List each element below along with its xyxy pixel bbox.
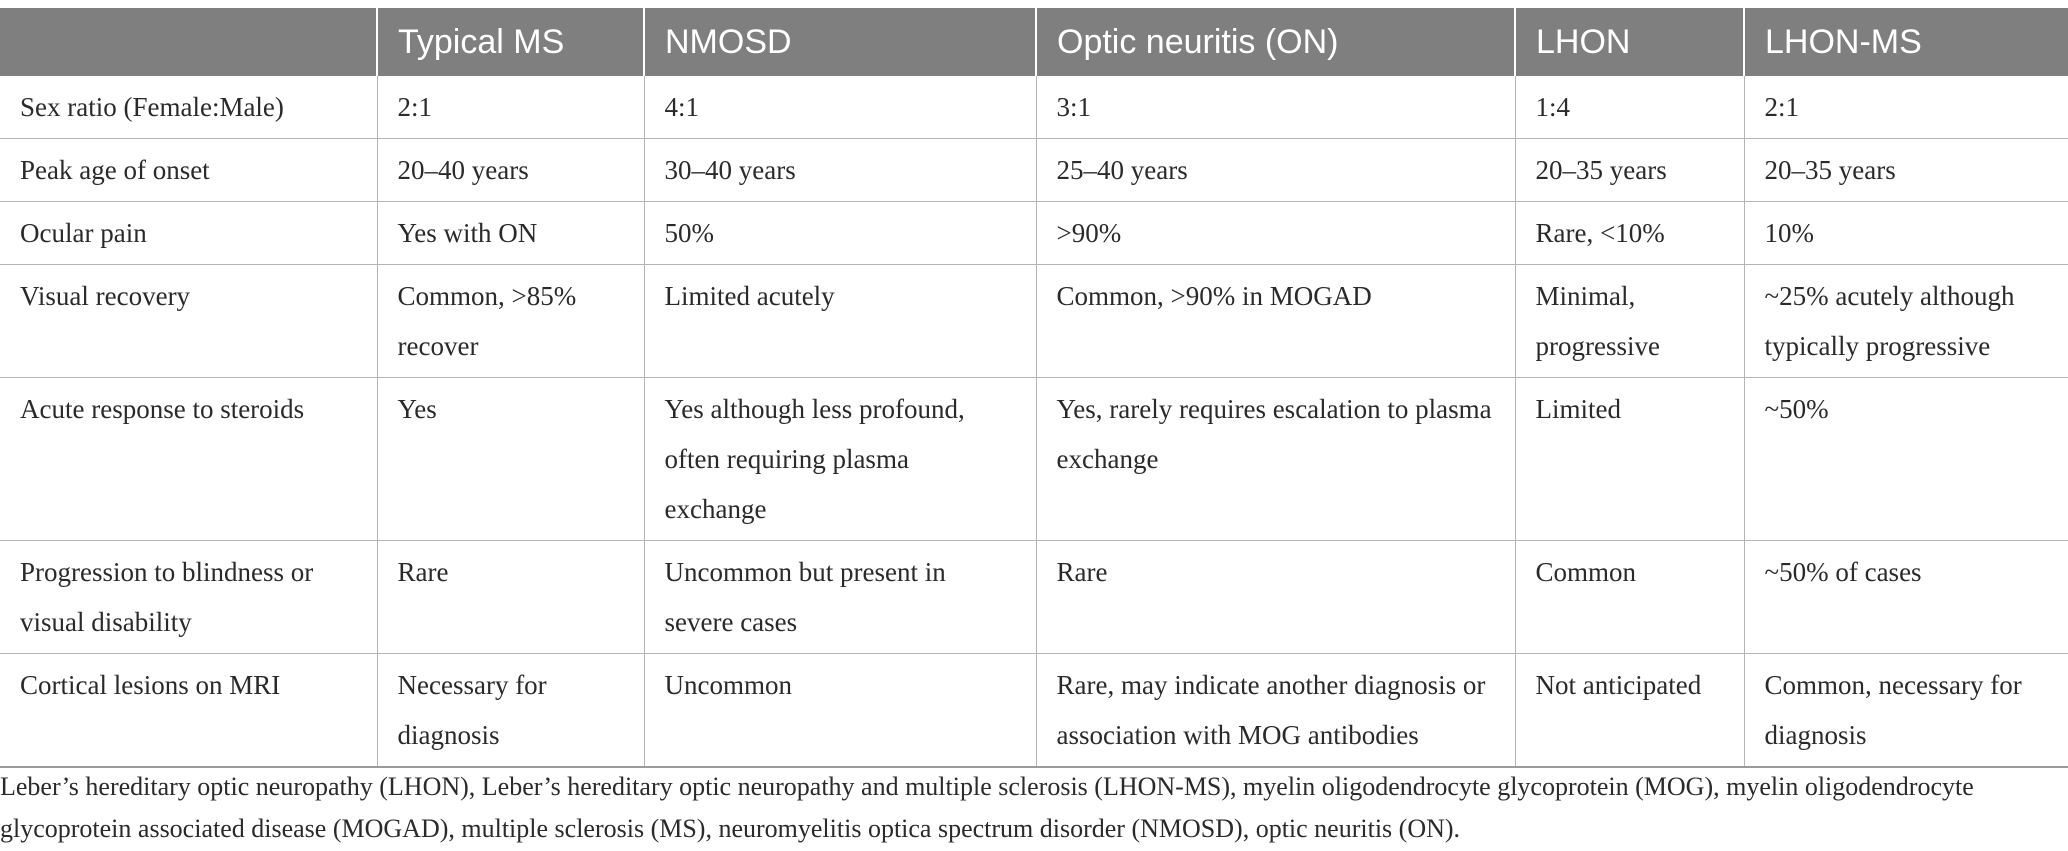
table-row	[0, 139, 2068, 202]
table-cell: Yes, rarely requires escalation to plasma exchange	[1036, 378, 1515, 541]
table-cell: Minimal, progressive	[1515, 265, 1744, 378]
header-cell-optic-neuritis: Optic neuritis (ON)	[1036, 8, 1515, 76]
table-cell: 2:1	[1744, 76, 2068, 139]
table-cell: Necessary for diagnosis	[377, 654, 644, 768]
table-cell: ~50%	[1744, 378, 2068, 541]
table-cell: ~50% of cases	[1744, 541, 2068, 654]
table-cell: 20–35 years	[1744, 139, 2068, 202]
header-cell-nmosd: NMOSD	[644, 8, 1036, 76]
comparison-table-container	[0, 8, 2068, 768]
table-cell: 4:1	[644, 76, 1036, 139]
table-cell: Rare	[377, 541, 644, 654]
table-cell: 20–40 years	[377, 139, 644, 202]
table-row	[0, 265, 2068, 378]
table-header	[0, 8, 2068, 76]
table-row	[0, 76, 2068, 139]
header-row	[0, 8, 2068, 76]
row-label: Ocular pain	[0, 202, 377, 265]
row-label: Peak age of onset	[0, 139, 377, 202]
row-label: Sex ratio (Female:Male)	[0, 76, 377, 139]
table-cell: 30–40 years	[644, 139, 1036, 202]
table-cell: Common	[1515, 541, 1744, 654]
table-cell: Yes	[377, 378, 644, 541]
table-cell: Limited	[1515, 378, 1744, 541]
table-row	[0, 202, 2068, 265]
header-cell-empty	[0, 8, 377, 76]
table-cell: 10%	[1744, 202, 2068, 265]
table-cell: Rare, <10%	[1515, 202, 1744, 265]
row-label: Acute response to steroids	[0, 378, 377, 541]
header-cell-typical-ms: Typical MS	[377, 8, 644, 76]
row-label: Progression to blindness or visual disability	[0, 541, 377, 654]
table-cell: 2:1	[377, 76, 644, 139]
header-cell-lhon-ms: LHON-MS	[1744, 8, 2068, 76]
table-cell: ~25% acutely although typically progressive	[1744, 265, 2068, 378]
table-cell: 20–35 years	[1515, 139, 1744, 202]
table-cell: Common, necessary for diagnosis	[1744, 654, 2068, 768]
table-cell: 50%	[644, 202, 1036, 265]
table-cell: Yes although less profound, often requiring plasma exchange	[644, 378, 1036, 541]
table-cell: 3:1	[1036, 76, 1515, 139]
table-cell: Common, >90% in MOGAD	[1036, 265, 1515, 378]
table-cell: Uncommon but present in severe cases	[644, 541, 1036, 654]
table-cell: Rare, may indicate another diagnosis or association with MOG antibodies	[1036, 654, 1515, 768]
table-footnote: Leber’s hereditary optic neuropathy (LHON), Leber’s hereditary optic neuropathy and multiple sclerosis (LHON-MS), myelin oligodendrocyte glycoprotein (MOG), myelin oligodendrocyte glycoprotein associated disease (MOGAD), multiple sclerosis (MS), neuromyelitis optica spectrum disorder (NMOSD), optic neuritis (ON).	[0, 772, 1974, 843]
table-cell: 1:4	[1515, 76, 1744, 139]
table-cell: Not anticipated	[1515, 654, 1744, 768]
table-row	[0, 378, 2068, 541]
table-row	[0, 541, 2068, 654]
table-body	[0, 76, 2068, 767]
comparison-table	[0, 8, 2068, 768]
table-cell: Rare	[1036, 541, 1515, 654]
table-cell: >90%	[1036, 202, 1515, 265]
table-cell: Limited acutely	[644, 265, 1036, 378]
header-cell-lhon: LHON	[1515, 8, 1744, 76]
row-label: Visual recovery	[0, 265, 377, 378]
table-cell: Uncommon	[644, 654, 1036, 768]
table-cell: Common, >85% recover	[377, 265, 644, 378]
table-row	[0, 654, 2068, 768]
table-cell: 25–40 years	[1036, 139, 1515, 202]
row-label: Cortical lesions on MRI	[0, 654, 377, 768]
table-cell: Yes with ON	[377, 202, 644, 265]
